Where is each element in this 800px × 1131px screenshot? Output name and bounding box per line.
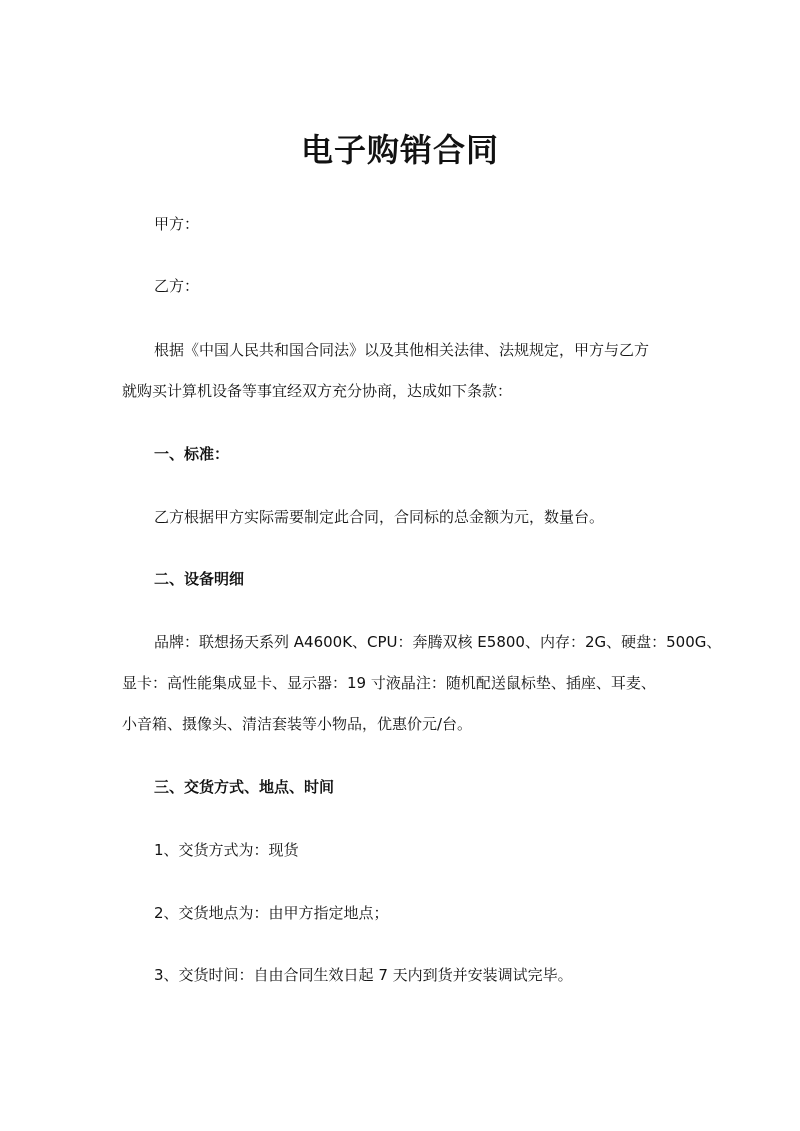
document-title: 电子购销合同 bbox=[300, 131, 499, 169]
delivery-location-item: 2、交货地点为：由甲方指定地点； bbox=[154, 904, 389, 922]
party-a-label: 甲方： bbox=[154, 215, 200, 233]
section-2-heading: 二、设备明细 bbox=[154, 570, 245, 588]
party-b-label: 乙方： bbox=[154, 277, 200, 295]
intro-paragraph-line-1: 根据《中国人民共和国合同法》以及其他相关法律、法规规定，甲方与乙方 bbox=[154, 341, 650, 359]
equipment-details-line-1: 品牌：联想扬天系列 A4600K、CPU：奔腾双核 E5800、内存：2G、硬盘：500G、 bbox=[154, 633, 722, 651]
intro-paragraph-line-2: 就购买计算机设备等事宜经双方充分协商，达成如下条款： bbox=[122, 382, 513, 400]
equipment-details-line-3: 小音箱、摄像头、清洁套装等小物品，优惠价元/台。 bbox=[122, 715, 473, 733]
section-1-text: 乙方根据甲方实际需要制定此合同，合同标的总金额为元，数量台。 bbox=[154, 508, 605, 526]
section-3-heading: 三、交货方式、地点、时间 bbox=[154, 778, 335, 796]
delivery-method-item: 1、交货方式为：现货 bbox=[154, 841, 299, 859]
section-1-heading: 一、标准： bbox=[154, 445, 230, 463]
equipment-details-line-2: 显卡：高性能集成显卡、显示器：19 寸液晶注：随机配送鼠标垫、插座、耳麦、 bbox=[122, 674, 656, 692]
delivery-time-item: 3、交货时间：自由合同生效日起 7 天内到货并安装调试完毕。 bbox=[154, 966, 573, 984]
